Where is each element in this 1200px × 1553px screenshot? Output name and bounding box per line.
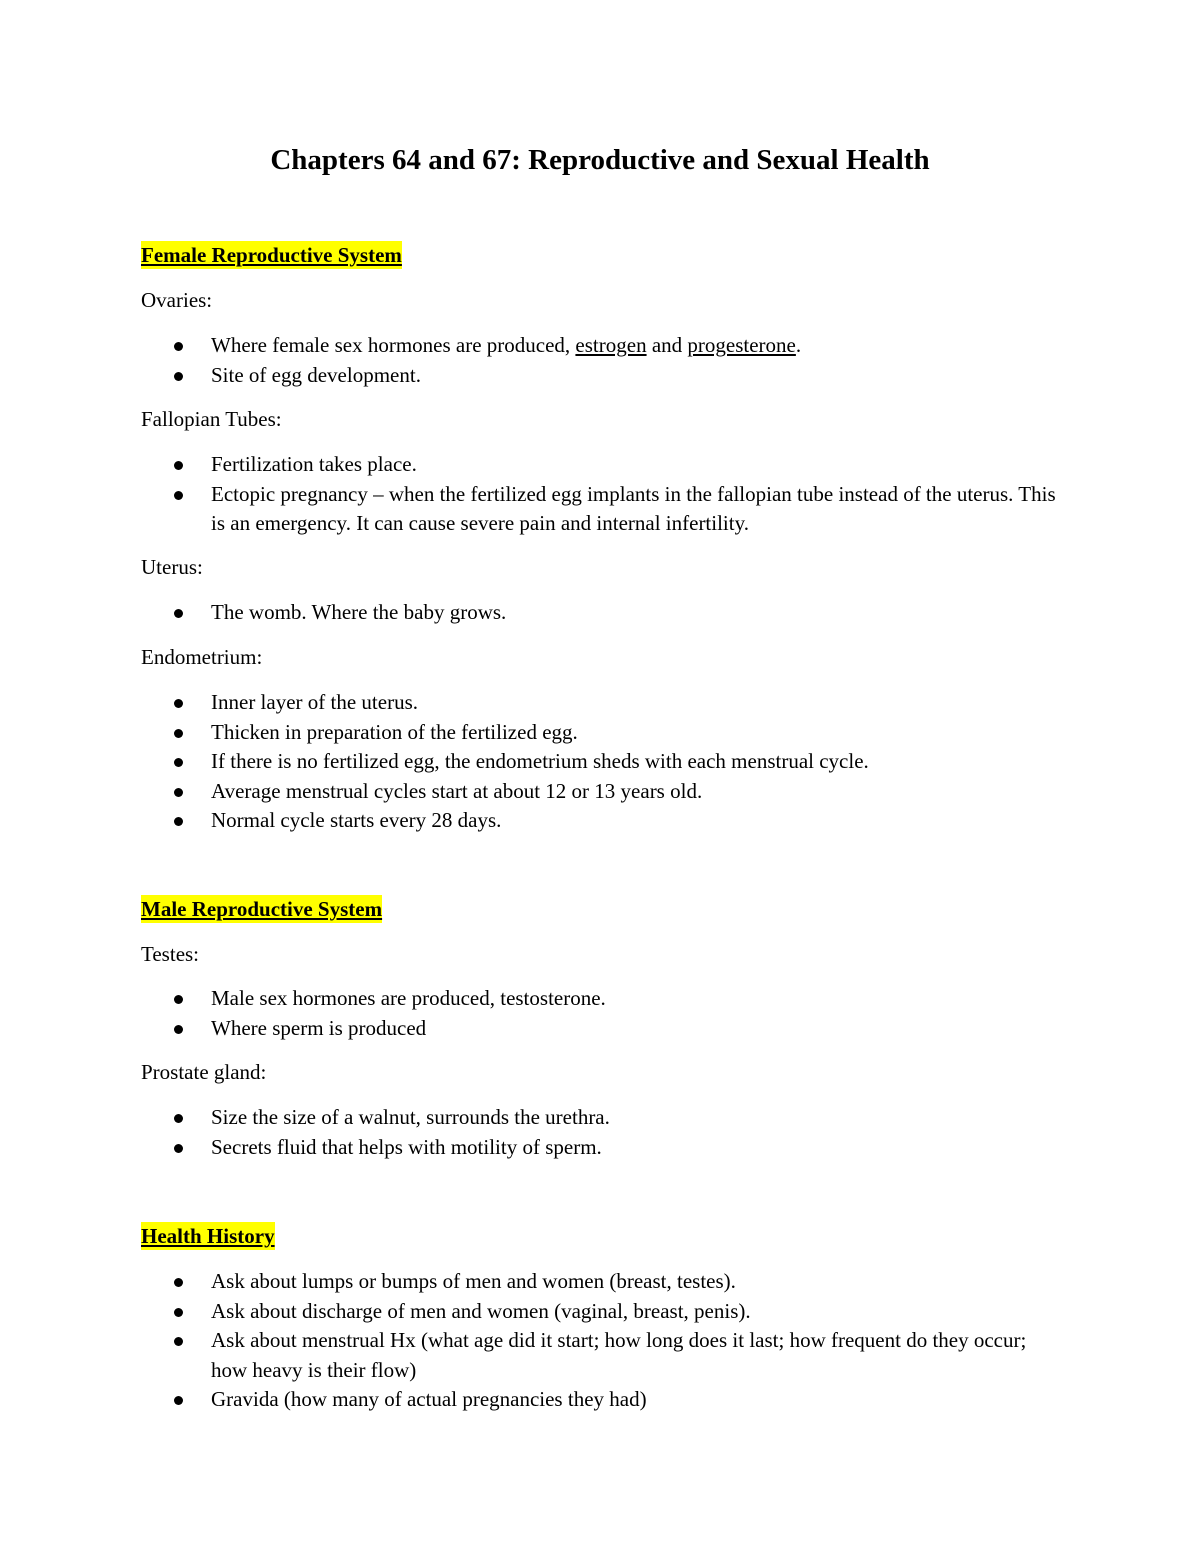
bullet-icon <box>174 609 183 618</box>
list-item: Inner layer of the uterus. <box>141 688 1061 718</box>
list-item: Ectopic pregnancy – when the fertilized egg implants in the fallopian tube instead of the uterus. This is an emergency. It can cause severe pain and internal infertility. <box>141 480 1061 539</box>
list-item: Fertilization takes place. <box>141 450 1061 480</box>
bullet-icon <box>174 788 183 797</box>
list-item: Ask about discharge of men and women (vaginal, breast, penis). <box>141 1297 1061 1327</box>
bullet-icon <box>174 1144 183 1153</box>
list-item: Secrets fluid that helps with motility of sperm. <box>141 1133 1061 1163</box>
label-uterus: Uterus: <box>141 555 203 579</box>
list-item: Site of egg development. <box>141 361 1061 391</box>
list-item: Thicken in preparation of the fertilized egg. <box>141 718 1061 748</box>
list-prostate-gland <box>141 1103 1061 1162</box>
list-item: Where sperm is produced <box>141 1014 1061 1044</box>
label-testes: Testes: <box>141 942 200 966</box>
label-endometrium: Endometrium: <box>141 645 263 669</box>
bullet-icon <box>174 372 183 381</box>
bullet-icon <box>174 1114 183 1123</box>
bullet-icon <box>174 1308 183 1317</box>
bullet-icon <box>174 699 183 708</box>
bullet-icon <box>174 491 183 500</box>
bullet-icon <box>174 758 183 767</box>
document-title: Chapters 64 and 67: Reproductive and Sexual Health <box>270 144 930 176</box>
list-item: If there is no fertilized egg, the endometrium sheds with each menstrual cycle. <box>141 747 1061 777</box>
bullet-icon <box>174 1337 183 1346</box>
bullet-icon <box>174 1396 183 1405</box>
bullet-icon <box>174 461 183 470</box>
list-item: Normal cycle starts every 28 days. <box>141 806 1061 836</box>
bullet-icon <box>174 1278 183 1287</box>
list-item: The womb. Where the baby grows. <box>141 598 1061 628</box>
list-testes <box>141 984 1061 1043</box>
list-item: Where female sex hormones are produced, estrogen and progesterone. <box>141 331 1061 361</box>
list-item: Gravida (how many of actual pregnancies they had) <box>141 1385 1061 1415</box>
list-uterus <box>141 598 1061 628</box>
bullet-icon <box>174 1025 183 1034</box>
section-heading-male: Male Reproductive System <box>141 897 383 921</box>
bullet-icon <box>174 817 183 826</box>
list-ovaries <box>141 331 1061 390</box>
label-ovaries: Ovaries: <box>141 288 213 312</box>
list-item: Ask about lumps or bumps of men and women (breast, testes). <box>141 1267 1061 1297</box>
term-progesterone: progesterone <box>687 333 796 357</box>
list-item: Average menstrual cycles start at about 12 or 13 years old. <box>141 777 1061 807</box>
list-endometrium <box>141 688 1061 836</box>
bullet-icon <box>174 995 183 1004</box>
list-fallopian-tubes <box>141 450 1061 539</box>
bullet-icon <box>174 342 183 351</box>
label-prostate-gland: Prostate gland: <box>141 1060 267 1084</box>
list-item: Ask about menstrual Hx (what age did it start; how long does it last; how frequent do they occur; how heavy is their flow) <box>141 1326 1061 1385</box>
list-item: Male sex hormones are produced, testosterone. <box>141 984 1061 1014</box>
bullet-icon <box>174 729 183 738</box>
section-heading-female: Female Reproductive System <box>141 243 402 267</box>
list-item: Size the size of a walnut, surrounds the urethra. <box>141 1103 1061 1133</box>
term-estrogen: estrogen <box>575 333 647 357</box>
label-fallopian-tubes: Fallopian Tubes: <box>141 407 282 431</box>
section-heading-health-history: Health History <box>141 1224 275 1248</box>
list-health-history <box>141 1267 1061 1415</box>
